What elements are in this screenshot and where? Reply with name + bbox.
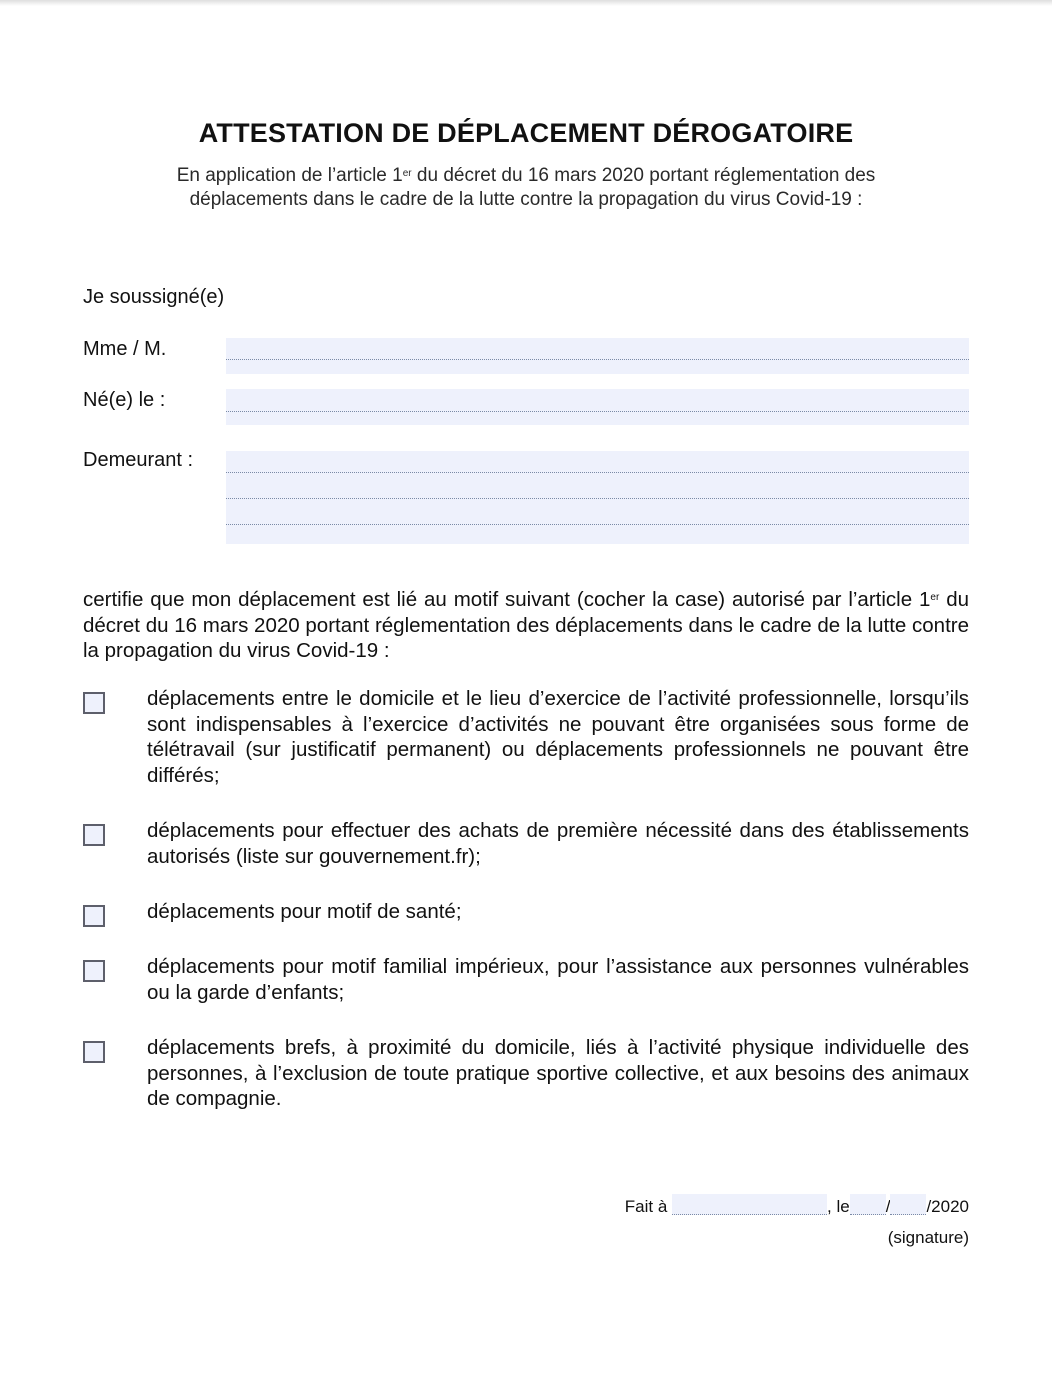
dotted-line — [226, 359, 969, 360]
address-label: Demeurant : — [83, 449, 194, 471]
address-input[interactable] — [226, 451, 969, 544]
option-exercise-text: déplacements brefs, à proximité du domicile, liés à l’activité physique individuelle des personnes, à l’exclusion de toute pratique sportive collective, et aux besoins des animaux de compagnie. — [147, 1036, 969, 1110]
document-title: ATTESTATION DE DÉPLACEMENT DÉROGATOIRE — [198, 118, 854, 148]
date-separator: / — [885, 1197, 891, 1216]
birth-date-label: Né(e) le : — [83, 389, 166, 411]
checkbox-exercise[interactable] — [83, 1041, 105, 1063]
certification-text: certifie que mon déplacement est lié au motif suivant (cocher la case) autorisé par l’article 1er du décret du 16 mars 2020 portant réglementation des déplacements dans le cadre de la lutte contre la propagation du virus Covid-19 : — [83, 588, 970, 662]
checkbox-health[interactable] — [83, 905, 105, 927]
day-input[interactable] — [850, 1194, 886, 1215]
checkbox-family[interactable] — [83, 960, 105, 982]
dotted-line — [226, 524, 969, 525]
subtitle-line-2: déplacements dans le cadre de la lutte contre la propagation du virus Covid-19 : — [189, 189, 863, 210]
page-top-edge — [0, 0, 1052, 6]
option-work-text: déplacements entre le domicile et le lieu d’exercice de l’activité professionnelle, lorsqu’ils sont indispensables à l’exercice d’activités ne pouvant être organisées sous forme de télétravail (sur justificatif permanent) ou déplacements professionnels ne pouvant être différés; — [147, 687, 969, 787]
month-input[interactable] — [890, 1194, 926, 1215]
place-date-line — [625, 1194, 969, 1217]
name-input[interactable] — [226, 338, 969, 374]
checkbox-shopping[interactable] — [83, 824, 105, 846]
place-input[interactable] — [672, 1194, 827, 1215]
option-health-text: déplacements pour motif de santé; — [147, 900, 462, 923]
dotted-line — [226, 411, 969, 412]
year-label: /2020 — [926, 1197, 969, 1216]
document-subtitle — [0, 164, 1052, 212]
subtitle-line-1: En application de l’article 1er du décret du 16 mars 2020 portant réglementation des — [176, 165, 876, 186]
option-family-text: déplacements pour motif familial impérieux, pour l’assistance aux personnes vulnérables ou la garde d’enfants; — [147, 955, 969, 1004]
signature-label: (signature) — [887, 1228, 969, 1247]
intro-label: Je soussigné(e) — [83, 286, 225, 308]
dotted-line — [226, 498, 969, 499]
fait-a-label: Fait à — [624, 1197, 668, 1216]
dotted-line — [226, 472, 969, 473]
name-label: Mme / M. — [83, 338, 167, 360]
checkbox-work[interactable] — [83, 692, 105, 714]
option-shopping-text: déplacements pour effectuer des achats de première nécessité dans des établissements autorisés (liste sur gouvernement.fr); — [147, 819, 969, 868]
le-label: , le — [827, 1197, 850, 1216]
birth-date-input[interactable] — [226, 389, 969, 425]
